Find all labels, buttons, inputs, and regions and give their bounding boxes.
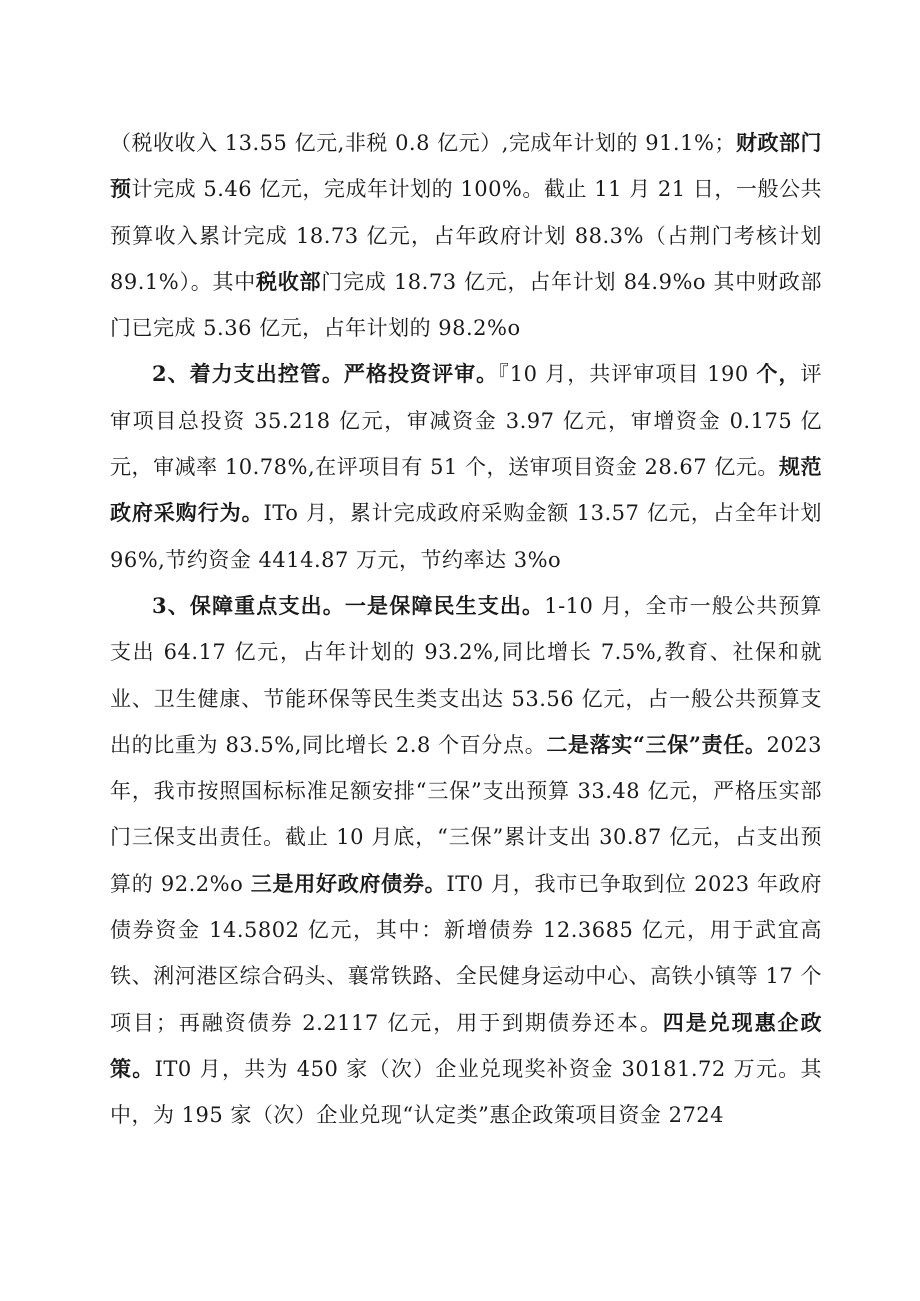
- text-run: 门完成 18.73 亿元，占年计划 84.9%o 其中财政部门已完成 5.36 亿元，占年计划的 98.2%o: [110, 269, 822, 341]
- text-run-bold: 税收部: [255, 268, 322, 294]
- text-run: 2023 年，我市按照国标标准足额安排“三保”支出预算 33.48 亿元，严格压实部门三保支出责任。截止 10 月底，“三保”累计支出 30.87 亿元，占支出预算的 92.2%o: [110, 732, 822, 896]
- text-run-bold: 四是兑现惠企政策。: [110, 1009, 822, 1081]
- text-run: 『10 月，共评审项目 190: [498, 362, 757, 387]
- text-run-bold: 财政部门预: [110, 130, 823, 202]
- paragraph-revenue-summary: [110, 120, 822, 351]
- text-run-bold: 个，: [756, 361, 801, 387]
- text-run-bold: 三是用好政府债券。: [250, 870, 447, 896]
- text-run: 1-10 月，全市一般公共预算支出 64.17 亿元，占年计划的 93.2%,同比增长 7.5%,教育、社保和就业、卫生健康、节能环保等民生类支出达 53.56 亿元，占一般公共预算支出的比重为 83.5%,同比增长 2.8 个百分点。: [110, 593, 822, 757]
- paragraph-key-expenditure: [110, 583, 822, 1139]
- text-run: ITo 月，累计完成政府采购金额 13.57 亿元，占全年计划 96%,节约资金 4414.87 万元，节约率达 3%o: [110, 501, 822, 572]
- text-run-bold: 规范政府采购行为。: [110, 454, 823, 526]
- text-run: IT0 月，共为 450 家（次）企业兑现奖补资金 30181.72 万元。其中，为 195 家（次）企业兑现“认定类”惠企政策项目资金 2724: [110, 1056, 823, 1128]
- document-body: [110, 120, 822, 1139]
- text-run: 计完成 5.46 亿元，完成年计划的 100%。截止 11 月 21 日，一般公共预算收入累计完成 18.73 亿元，占年政府计划 88.3%（占荆门考核计划 89.1%）。其中: [110, 177, 823, 294]
- paragraph-expenditure-control: [110, 351, 822, 582]
- text-run-bold: 二是落实“三保”责任。: [546, 731, 767, 757]
- text-run-bold: 3、保障重点支出。一是保障民生支出。: [152, 592, 545, 618]
- text-run: IT0 月，我市已争取到位 2023 年政府债券资金 14.5802 亿元，其中：新增债券 12.3685 亿元，用于武宜高铁、浰河港区综合码头、襄常铁路、全民健身运动中心、高铁小镇等 17 个项目；再融资债券 2.2117 亿元，用于到期债券还本。: [110, 871, 822, 1035]
- text-run: 评审项目总投资 35.218 亿元，审减资金 3.97 亿元，审增资金 0.175 亿元，审减率 10.78%,在评项目有 51 个，送审项目资金 28.67 亿元。: [110, 362, 822, 480]
- text-run-bold: 2、着力支出控管。严格投资评审。: [152, 361, 499, 387]
- text-run: （税收收入 13.55 亿元,非税 0.8 亿元）,完成年计划的 91.1%；: [110, 131, 736, 155]
